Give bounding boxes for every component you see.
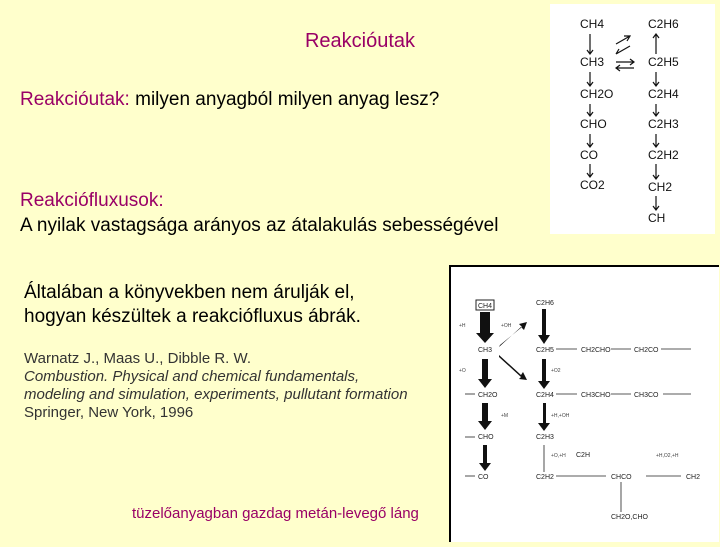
reference-title-line-2: modeling and simulation, experiments, pullutant formation bbox=[24, 386, 408, 403]
flux-row2-1: CH3CO bbox=[634, 392, 659, 399]
flux-c1-3: CHO bbox=[478, 434, 494, 441]
species-right-2: C2H4 bbox=[648, 87, 679, 101]
flux-label-0: +H bbox=[459, 323, 466, 329]
flux-c1-2: CH2O bbox=[478, 392, 498, 399]
species-right-6: CH bbox=[648, 211, 666, 225]
flux-label-3: +M bbox=[501, 413, 509, 419]
flux-c1-4: CO bbox=[478, 474, 489, 481]
flux-c2-0: C2H6 bbox=[536, 300, 554, 307]
reference-publisher: Springer, New York, 1996 bbox=[24, 404, 194, 421]
flux-row2-0: CH3CHO bbox=[581, 392, 611, 399]
species-right-4: C2H2 bbox=[648, 148, 679, 162]
flux-arrows-thick bbox=[476, 309, 550, 471]
flux-arrows-thin bbox=[465, 349, 691, 512]
flux-c1-1: CH3 bbox=[478, 347, 493, 354]
reaction-scheme-diagram bbox=[550, 4, 715, 234]
reaction-paths-definition: milyen anyagból milyen anyag lesz? bbox=[129, 89, 440, 110]
reference-authors: Warnatz J., Maas U., Dibble R. W. bbox=[24, 350, 251, 367]
reaction-fluxes-heading: Reakciófluxusok: bbox=[20, 190, 164, 211]
flux-c3-3: CH2O,CHO bbox=[611, 514, 648, 521]
flux-label-5: +H,+OH bbox=[551, 413, 570, 419]
reaction-flux-diagram bbox=[451, 267, 719, 542]
flux-label-7: +H,O2,+H bbox=[656, 453, 679, 459]
flux-label-4: +O2 bbox=[551, 368, 561, 374]
reaction-flux-diagram-panel bbox=[449, 265, 719, 542]
reference bbox=[24, 350, 408, 422]
reaction-paths-line bbox=[20, 89, 439, 111]
flux-c2-3: C2H3 bbox=[536, 434, 554, 441]
flux-c2-4: C2H2 bbox=[536, 474, 554, 481]
species-left-4: CO bbox=[580, 148, 598, 162]
flux-minor-0: CH2 bbox=[686, 474, 701, 481]
species-right-1: C2H5 bbox=[648, 55, 679, 69]
reference-title-line-1: Combustion. Physical and chemical fundamentals, bbox=[24, 368, 360, 385]
reaction-fluxes-definition: A nyilak vastagsága arányos az átalakulás sebességével bbox=[20, 215, 499, 236]
books-note-line-2: hogyan készültek a reakciófluxus ábrák. bbox=[24, 306, 361, 327]
flux-label-1: +OH bbox=[501, 323, 512, 329]
species-right-3: C2H3 bbox=[648, 117, 679, 131]
slide-title: Reakcióutak bbox=[304, 30, 416, 52]
flux-c3-1: CH2CO bbox=[634, 347, 659, 354]
flux-c2-2: C2H4 bbox=[536, 392, 554, 399]
flux-c1-0: CH4 bbox=[478, 303, 493, 310]
books-note-line-1: Általában a könyvekben nem árulják el, bbox=[24, 282, 355, 303]
reaction-paths-term: Reakcióutak: bbox=[20, 89, 130, 110]
species-left-2: CH2O bbox=[580, 87, 614, 101]
species-left-0: CH4 bbox=[580, 17, 605, 31]
species-left-5: CO2 bbox=[580, 178, 605, 192]
flux-label-2: +O bbox=[459, 368, 466, 374]
flux-c2-1: C2H5 bbox=[536, 347, 554, 354]
flux-c3-0: CH2CHO bbox=[581, 347, 611, 354]
reaction-scheme-panel bbox=[550, 4, 715, 234]
species-left-1: CH3 bbox=[580, 55, 605, 69]
species-left-3: CHO bbox=[580, 117, 607, 131]
flux-diagram-caption: tüzelőanyagban gazdag metán-levegő láng bbox=[132, 505, 419, 522]
species-right-0: C2H6 bbox=[648, 17, 679, 31]
flux-minor-1: C2H bbox=[576, 452, 591, 459]
species-right-5: CH2 bbox=[648, 180, 673, 194]
flux-c3-2: CHCO bbox=[611, 474, 632, 481]
flux-label-6: +O,+H bbox=[551, 453, 566, 459]
